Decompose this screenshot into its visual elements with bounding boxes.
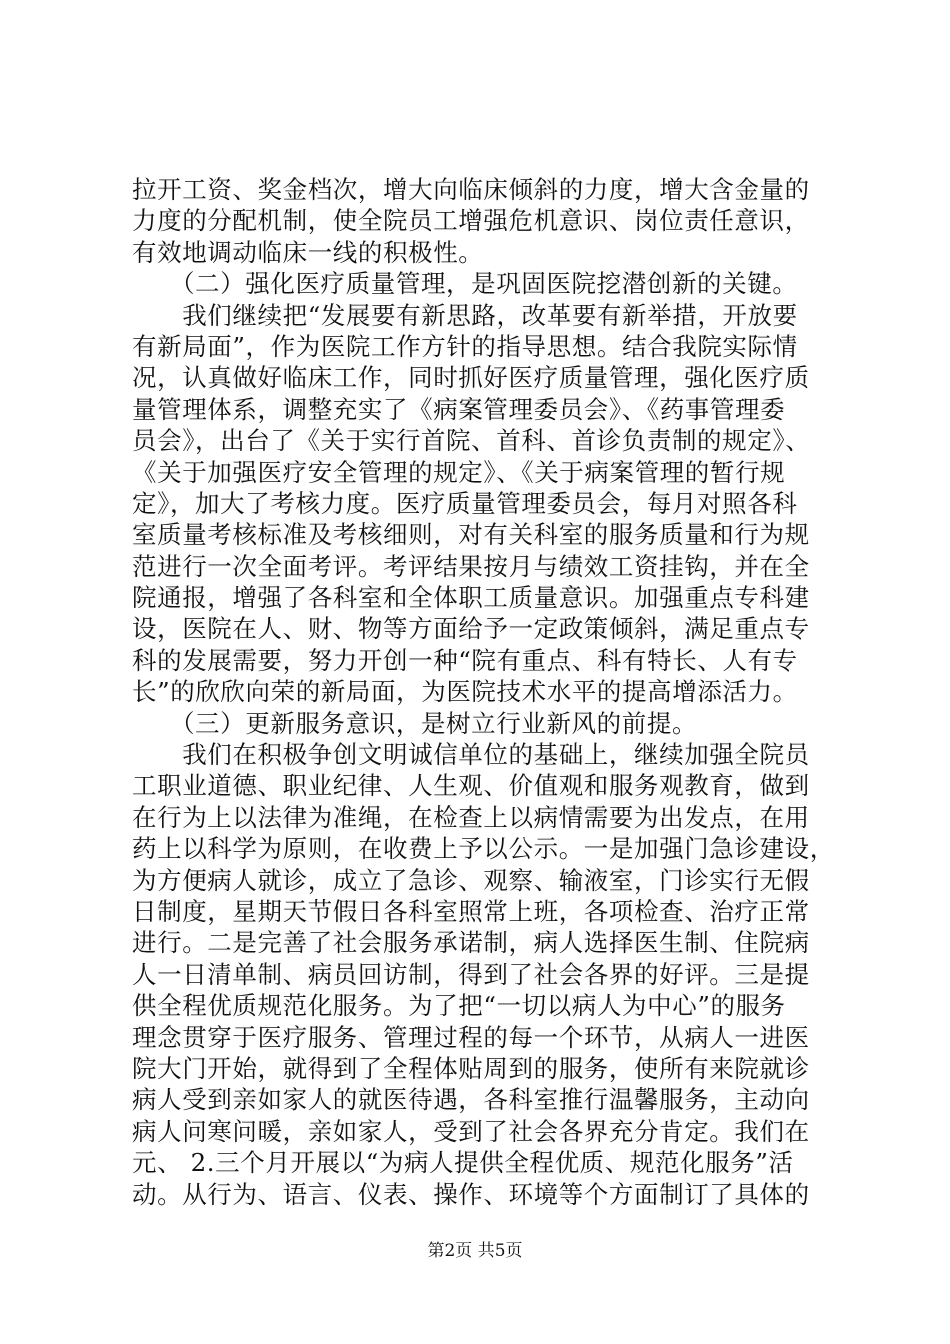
text-line: （二）强化医疗质量管理，是巩固医院挖潜创新的关键。 [132,269,798,299]
text-line: 供全程优质规范化服务。为了把“一切以病人为中心”的服务 [132,991,786,1021]
text-line: 院通报，增强了各科室和全体职工质量意识。加强重点专科建 [132,583,810,613]
text-line: 日制度，星期天节假日各科室照常上班，各项检查、治疗正常 [132,896,810,926]
text-line: 我们在积极争创文明诚信单位的基础上，继续加强全院员 [132,740,810,770]
text-line: 科的发展需要，努力开创一种“院有重点、科有特长、人有专 [132,645,798,675]
text-line: 我们继续把“发展要有新思路，改革要有新举措，开放要 [132,300,798,330]
text-line: 范进行一次全面考评。考评结果按月与绩效工资挂钩，并在全 [132,551,810,581]
page-footer: 第2页 共5页 [427,1241,523,1261]
text-line: 药上以科学为原则，在收费上予以公示。一是加强门急诊建设， [132,834,835,864]
text-line: 人一日清单制、病员回访制，得到了社会各界的好评。三是提 [132,959,810,989]
text-line: 室质量考核标准及考核细则，对有关科室的服务质量和行为规 [132,520,810,550]
text-line: 长”的欣欣向荣的新局面，为医院技术水平的提高增添活力。 [132,677,798,707]
document-body [132,174,835,1210]
text-line: 况，认真做好临床工作，同时抓好医疗质量管理，强化医疗质 [132,363,810,393]
text-line: 有效地调动临床一线的积极性。 [132,237,484,267]
text-line: 有新局面”，作为医院工作方针的指导思想。结合我院实际情 [132,331,798,361]
text-line: 工职业道德、职业纪律、人生观、价值观和服务观教育，做到 [132,771,810,801]
text-line: 理念贯穿于医疗服务、管理过程的每一个环节，从病人一进医 [132,1022,810,1052]
text-line: 病人受到亲如家人的就医待遇，各科室推行温馨服务，主动向 [132,1085,810,1115]
text-line: 动。从行为、语言、仪表、操作、环境等个方面制订了具体的 [132,1179,810,1209]
text-line: 在行为上以法律为准绳，在检查上以病情需要为出发点，在用 [132,802,810,832]
text-line: 《关于加强医疗安全管理的规定》、《关于病案管理的暂行规 [132,457,786,487]
text-line: 拉开工资、奖金档次，增大向临床倾斜的力度，增大含金量的 [132,175,810,204]
text-line: 量管理体系，调整充实了《病案管理委员会》、《药事管理委 [132,394,786,424]
text-line: 力度的分配机制，使全院员工增强危机意识、岗位责任意识， [132,206,810,236]
text-line: 病人问寒问暖，亲如家人，受到了社会各界充分肯定。我们在 [132,1116,810,1146]
text-line: 进行。二是完善了社会服务承诺制，病人选择医生制、住院病 [132,928,810,958]
text-line: （三）更新服务意识，是树立行业新风的前提。 [132,708,698,738]
text-line: 元、 2.三个月开展以“为病人提供全程优质、规范化服务”活 [132,1148,794,1178]
text-line: 为方便病人就诊，成立了急诊、观察、输液室，门诊实行无假 [132,865,810,895]
text-line: 员会》，出台了《关于实行首院、首科、首诊负责制的规定》、 [132,426,811,456]
text-line: 设，医院在人、财、物等方面给予一定政策倾斜，满足重点专 [132,614,810,644]
text-line: 定》，加大了考核力度。医疗质量管理委员会，每月对照各科 [132,488,798,518]
text-line: 院大门开始，就得到了全程体贴周到的服务，使所有来院就诊 [132,1053,810,1083]
